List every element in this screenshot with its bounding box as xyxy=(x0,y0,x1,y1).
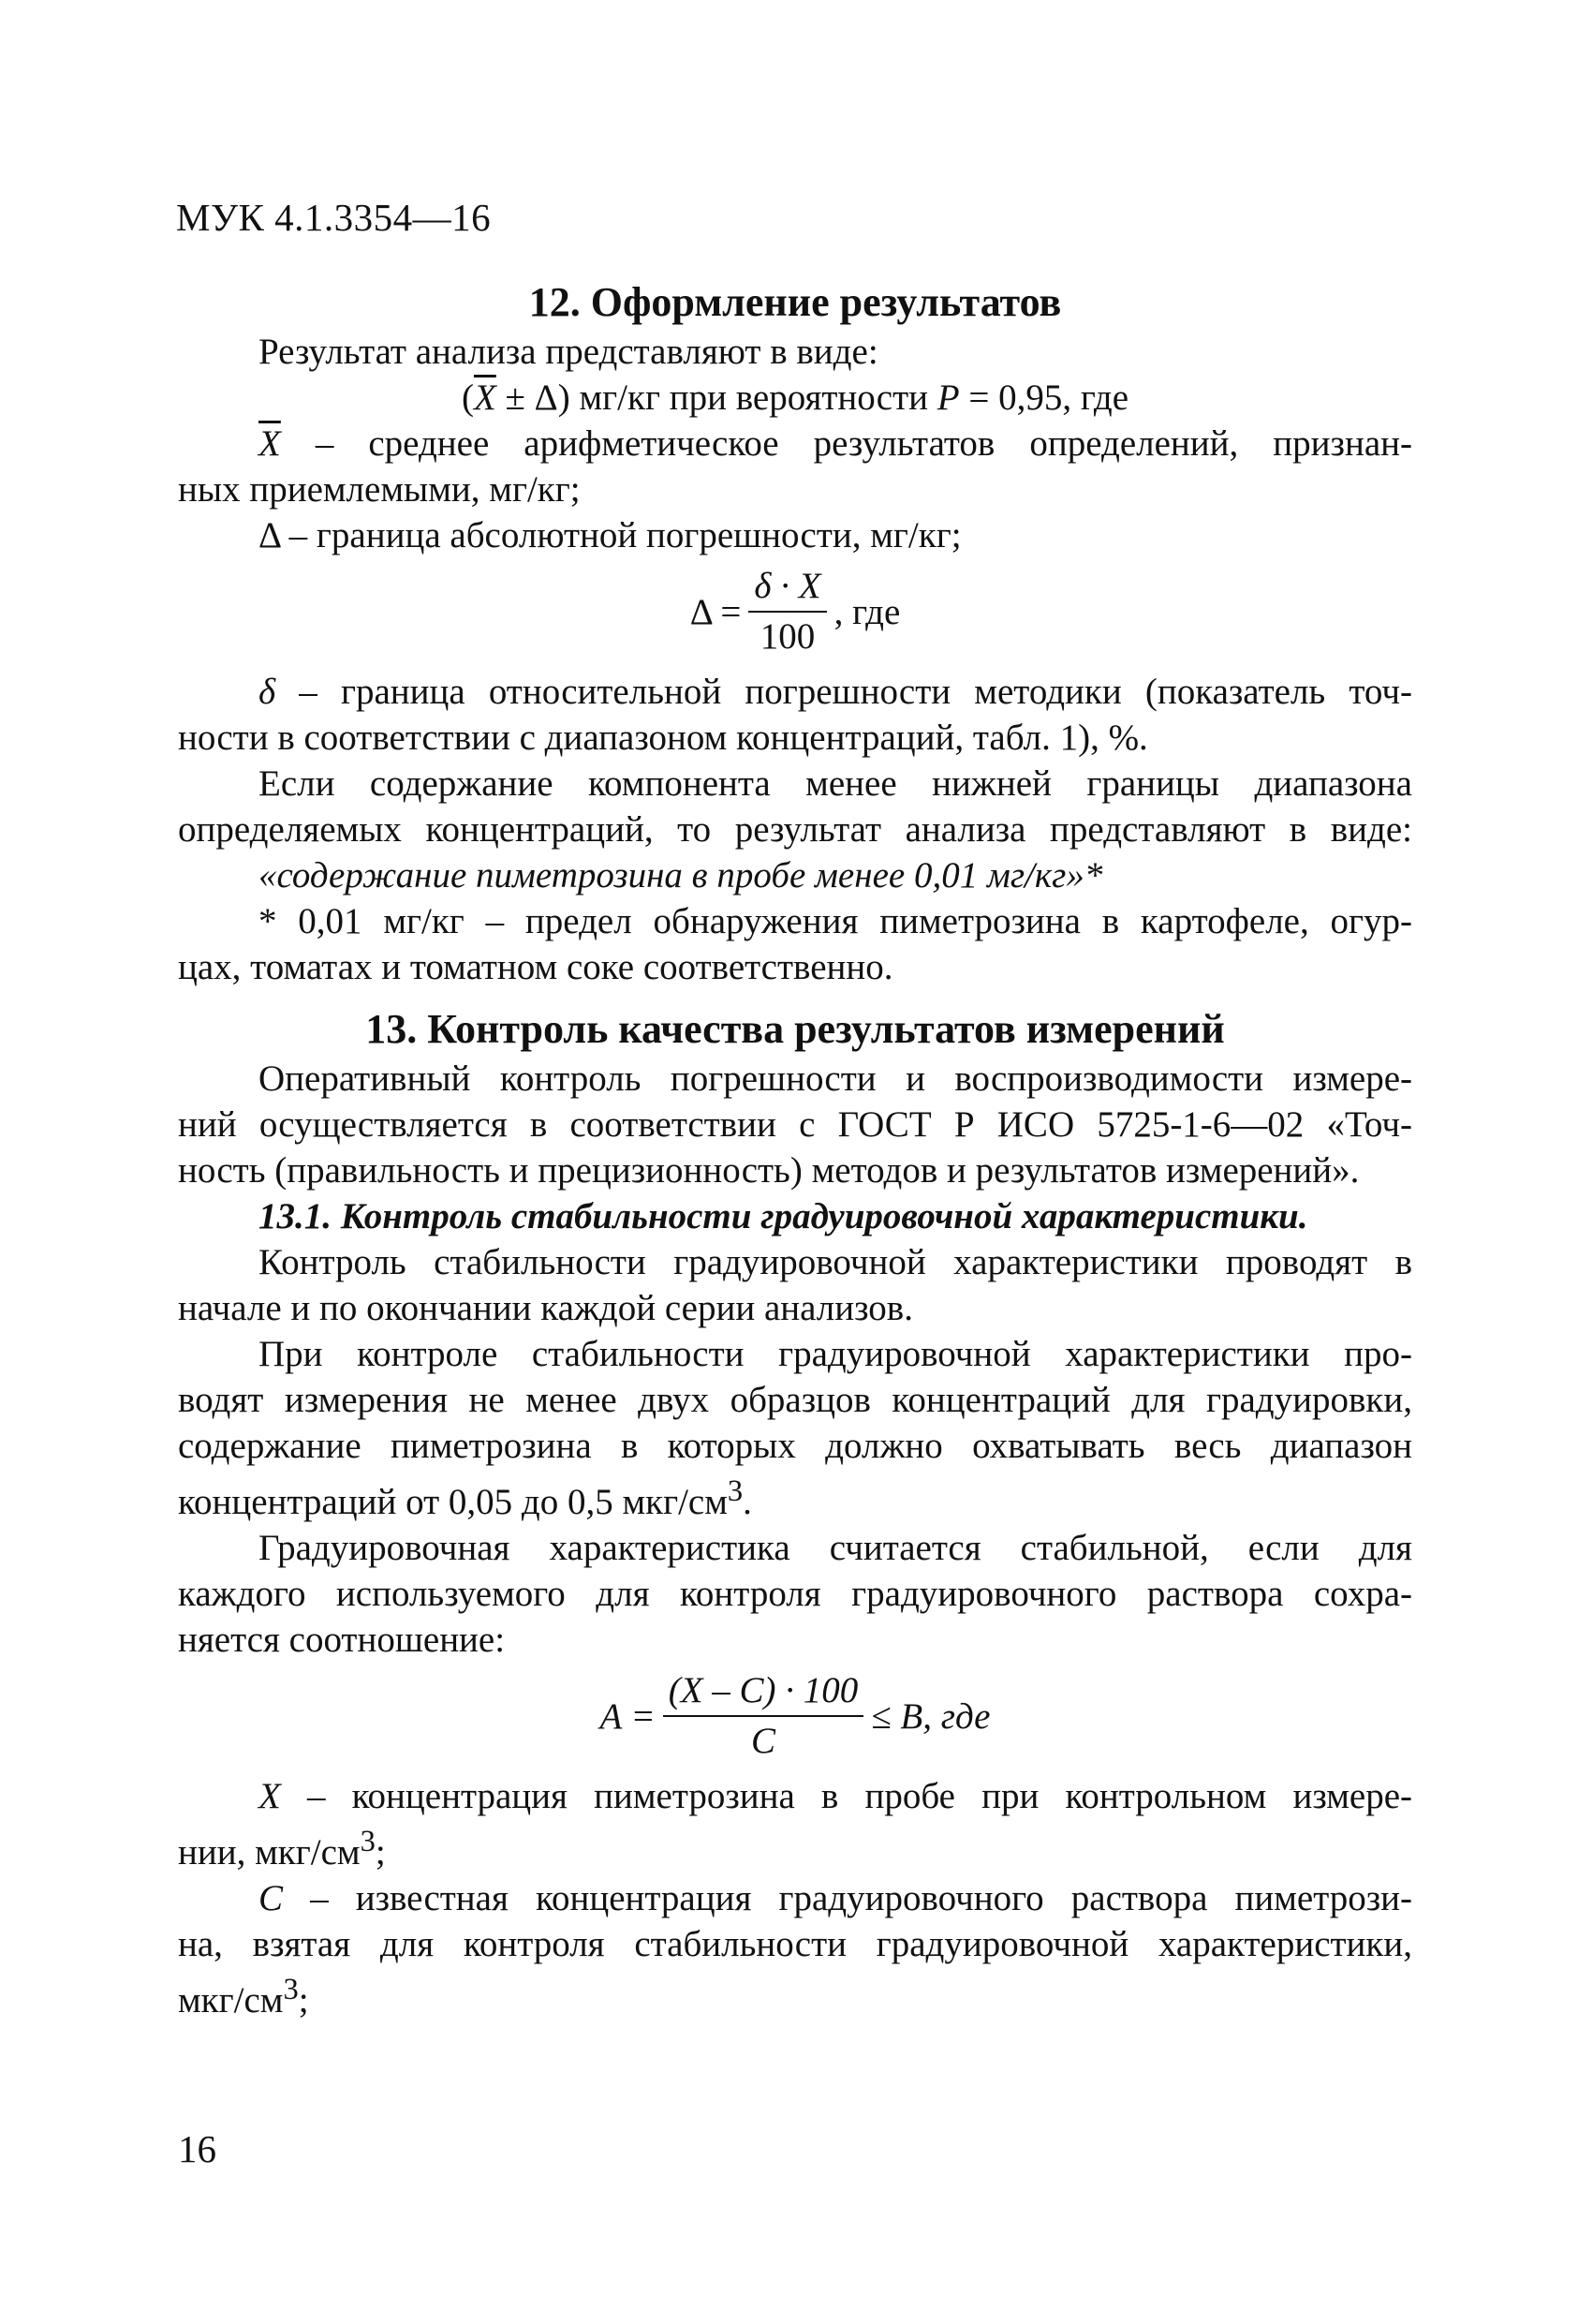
qc-para2-line1: Контроль стабильности градуировочной характеристики проводят в xyxy=(258,1242,1412,1282)
a-formula-lhs: A = xyxy=(599,1695,656,1737)
delta-rel-definition-line2: ности в соответствии с диапазоном концентраций, табл. 1), %. xyxy=(178,718,1148,758)
qc-para4-line1: Градуировочная характеристика считается стабильной, если для xyxy=(258,1528,1412,1568)
qc-para4-line2: каждого используемого для контроля градуировочного раствора сохра- xyxy=(178,1574,1412,1614)
superscript-3: 3 xyxy=(727,1474,744,1508)
delta-numerator: δ · X xyxy=(748,562,826,613)
c-symbol: C xyxy=(258,1878,284,1918)
delta-definition: Δ – граница абсолютной погрешности, мг/кг; xyxy=(258,515,962,555)
qc-para3-line4 xyxy=(178,1469,1412,1525)
qc-para3-line2: водят измерения не менее двух образцов концентраций для градуировки, xyxy=(178,1380,1412,1420)
semicolon: ; xyxy=(375,1832,386,1873)
footnote-line1: * 0,01 мг/кг – предел обнаружения пиметрозина в картофеле, огур- xyxy=(258,901,1412,941)
a-fraction xyxy=(663,1666,864,1766)
delta-formula-lhs: Δ = xyxy=(689,591,742,632)
x-definition-line2 xyxy=(178,1819,1412,1875)
qc-para4-line3: няется соотношение: xyxy=(178,1620,506,1660)
section-12-title: 12. Оформление результатов xyxy=(528,279,1062,325)
xbar-definition-line1 xyxy=(178,421,1412,466)
open-paren: ( xyxy=(461,377,474,418)
qc-para3-line1: При контроле стабильности градуировочной характеристики про- xyxy=(258,1334,1412,1374)
section-13-title: 13. Контроль качества результатов измерений xyxy=(365,1006,1225,1052)
probability-text: = 0,95, где xyxy=(959,377,1129,418)
qc-para1-line1: Оперативный контроль погрешности и воспроизводимости измере- xyxy=(258,1058,1412,1099)
c-definition-line2: на, взятая для контроля стабильности градуировочной характеристики, xyxy=(178,1924,1412,1964)
qc-para2-line2: начале и по окончании каждой серии анализов. xyxy=(178,1288,913,1328)
a-formula xyxy=(178,1666,1412,1766)
result-quote: «содержание пиметрозина в пробе менее 0,01 мг/кг»* xyxy=(258,855,1103,896)
pm-delta-text: ± Δ) мг/кг при вероятности xyxy=(495,377,937,418)
a-numerator: (X – C) · 100 xyxy=(663,1666,864,1717)
delta-fraction xyxy=(748,562,826,661)
c-definition-line1 xyxy=(178,1875,1412,1921)
superscript-3: 3 xyxy=(360,1825,376,1858)
subsection-13-1-title: 13.1. Контроль стабильности градуировочной характеристики. xyxy=(258,1196,1308,1236)
page-number: 16 xyxy=(178,2127,216,2170)
a-denominator: C xyxy=(750,1721,775,1761)
p-symbol: P xyxy=(937,377,960,418)
x-definition-text: – концентрация пиметрозина в пробе при контрольном измере- xyxy=(280,1776,1412,1816)
page-body xyxy=(178,276,1412,2023)
c-definition-line3 xyxy=(178,1967,1412,2023)
small-delta-symbol: δ xyxy=(258,672,276,712)
c-definition-text: – известная концентрация градуировочного раствора пиметрози- xyxy=(283,1878,1412,1918)
delta-denominator: 100 xyxy=(760,616,816,657)
document-id-header: МУК 4.1.3354—16 xyxy=(176,196,492,239)
result-form-line xyxy=(178,375,1412,421)
superscript-3: 3 xyxy=(283,1973,299,2006)
footnote-line2: цах, томатах и томатном соке соответственно. xyxy=(178,947,893,987)
qc-para1-line2: ний осуществляется в соответствии с ГОСТ Р ИСО 5725-1-6—02 «Точ- xyxy=(178,1104,1412,1145)
xbar-definition-text: – среднее арифметическое результатов определений, признан- xyxy=(280,423,1412,464)
period: . xyxy=(743,1482,752,1522)
qc-para3-line4-text: концентраций от 0,05 до 0,5 мкг/см xyxy=(178,1482,728,1522)
xbar-definition-line2: ных приемлемыми, мг/кг; xyxy=(178,469,581,510)
delta-formula-rhs: , где xyxy=(833,591,901,632)
a-formula-rhs: ≤ B, где xyxy=(871,1695,991,1737)
x-symbol: X xyxy=(258,1776,281,1816)
c-definition-line3-text: мкг/см xyxy=(178,1980,284,2021)
x-definition-line1 xyxy=(178,1773,1412,1819)
delta-rel-definition-line1 xyxy=(178,669,1412,715)
result-intro: Результат анализа представляют в виде: xyxy=(258,332,878,372)
x-definition-line2-text: нии, мкг/см xyxy=(178,1832,361,1873)
delta-rel-definition-text: – граница относительной погрешности методики (показатель точ- xyxy=(275,672,1412,712)
semicolon: ; xyxy=(298,1980,309,2021)
x-bar-symbol: $\overline{X}$ xyxy=(258,423,281,464)
qc-para3-line3: содержание пиметрозина в которых должно охватывать весь диапазон xyxy=(178,1426,1412,1466)
low-content-line1: Если содержание компонента менее нижней границы диапазона xyxy=(258,763,1412,804)
delta-formula xyxy=(178,562,1412,661)
qc-para1-line3: ность (правильность и прецизионность) методов и результатов измерений». xyxy=(178,1150,1360,1191)
x-bar-symbol: $\overline{X}$ xyxy=(473,377,496,418)
low-content-line2: определяемых концентраций, то результат анализа представляют в виде: xyxy=(178,809,1412,850)
